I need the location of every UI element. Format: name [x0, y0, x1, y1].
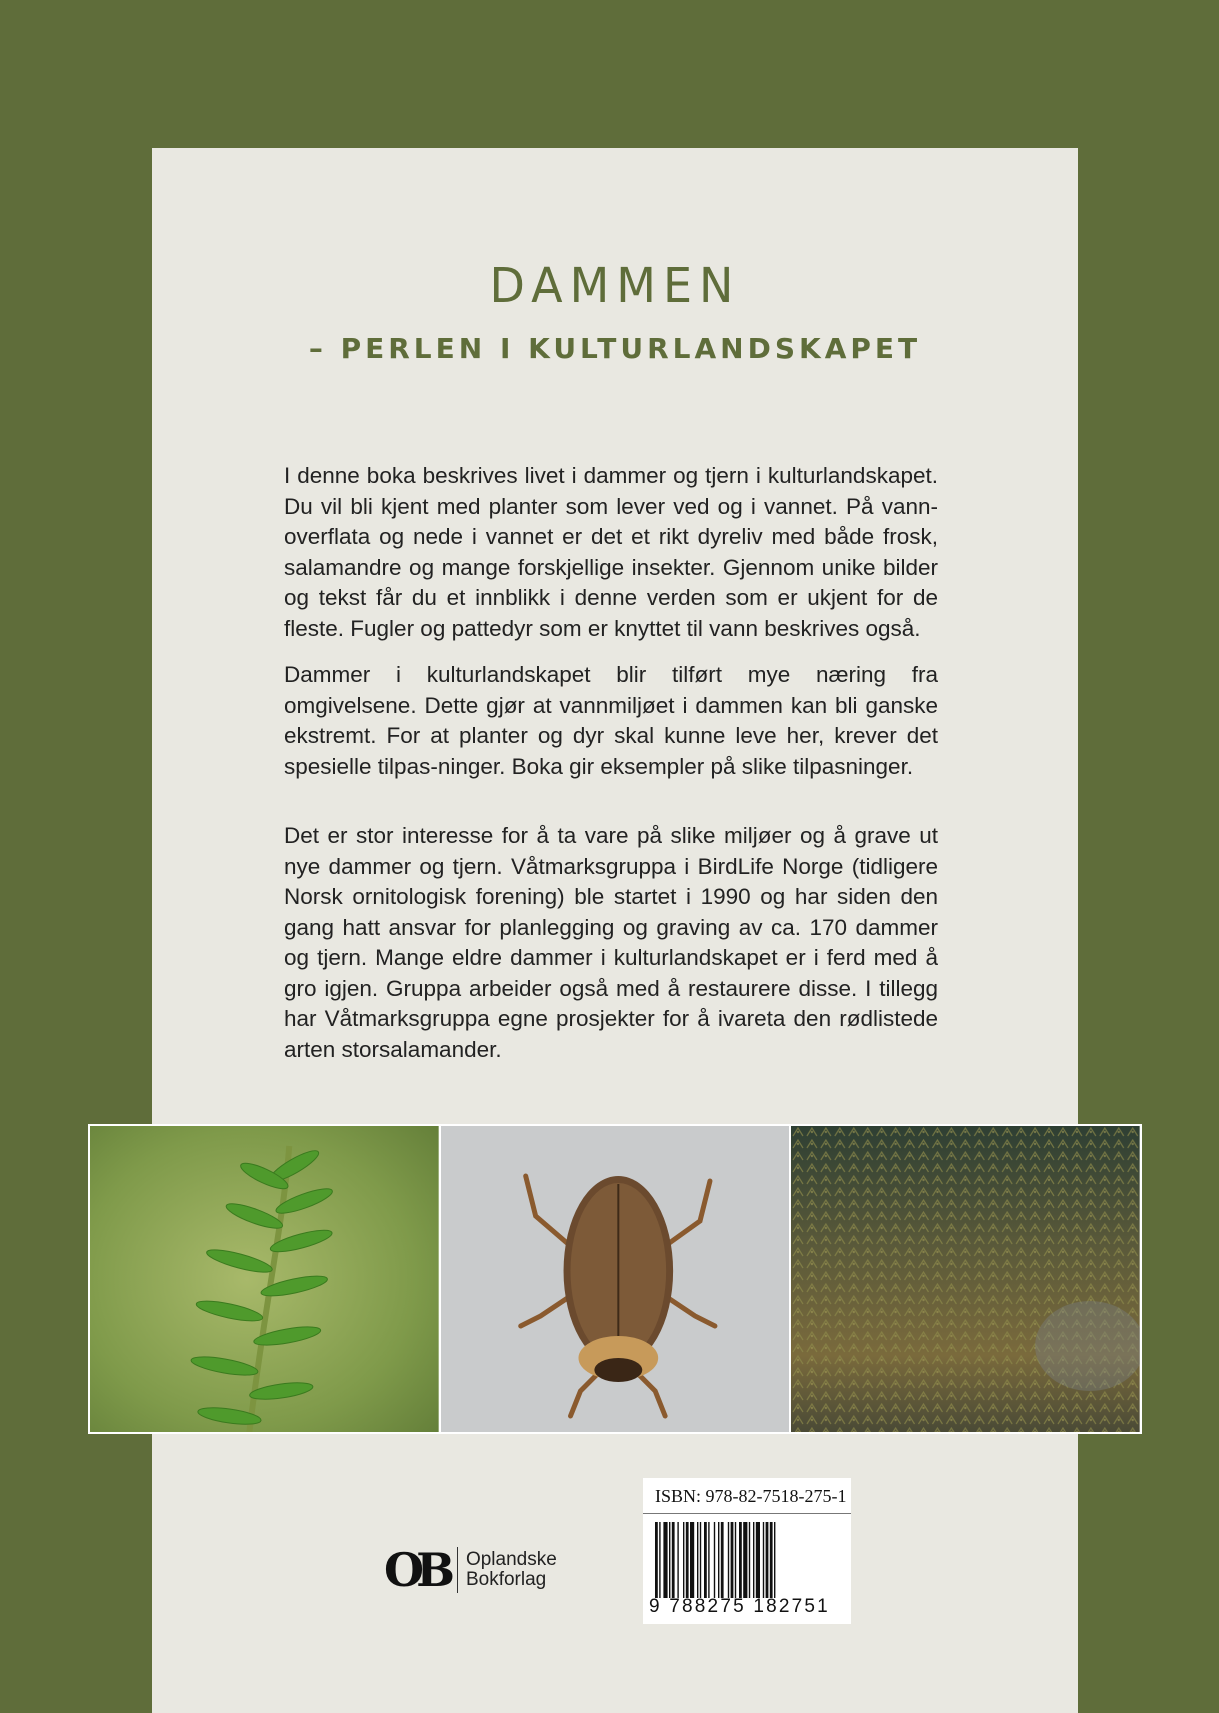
- book-subtitle: – PERLEN I KULTURLANDSKAPET: [308, 332, 922, 365]
- logo-divider: [457, 1547, 458, 1593]
- barcode-digits: 9 788275 182751: [649, 1596, 830, 1617]
- photo-aquatic-plant: [90, 1126, 439, 1432]
- isbn-box: [643, 1478, 851, 1624]
- publisher-name-line-2: Bokforlag: [465, 1569, 547, 1590]
- description-paragraph-2: Dammer i kulturlandskapet blir tilført mye næring fra omgivelsene. Dette gjør at vannmiljøet i dammen kan bli ganske ekstremt. For at planter og dyr skal kunne leve her, krever det spesielle tilpas-ninger. Boka gir eksempler på slike tilpasninger.: [284, 662, 938, 779]
- publisher-logo: [384, 1543, 557, 1597]
- isbn-rule: [643, 1513, 851, 1514]
- photo-diving-beetle: [441, 1126, 790, 1432]
- description-paragraph-3: Det er stor interesse for å ta vare på slike miljøer og å grave ut nye dammer og tjern. Våtmarksgruppa i BirdLife Norge (tidligere Norsk ornitologisk forening) ble startet i 1990 og har siden den gang hatt ansvar for planlegging og graving av ca. 170 dammer og tjern. Mange eldre dammer i kulturlandskapet er i ferd med å gro igjen. Gruppa arbeider også med å restaurere disse. I tillegg har Våtmarksgruppa egne prosjekter for å ivareta den rødlistede arten storsalamander.: [284, 823, 938, 1062]
- description-paragraph-1: I denne boka beskrives livet i dammer og tjern i kulturlandskapet. Du vil bli kjent med planter som lever ved og i vannet. På vann-overflata og nede i vannet er det et rikt dyreliv med både frosk, salamandre og mange forskjellige insekter. Gjennom unike bilder og tekst får du et innblikk i denne verden som er ukjent for de fleste. Fugler og pattedyr som er knyttet til vann beskrives også.: [284, 463, 938, 641]
- isbn-label: ISBN: 978-82-7518-275-1: [655, 1486, 847, 1506]
- publisher-mark: OB: [384, 1543, 447, 1597]
- photo-underwater-vegetation: [791, 1126, 1140, 1432]
- publisher-name: [466, 1550, 557, 1590]
- photo-strip: [88, 1124, 1142, 1434]
- publisher-name-line-1: Oplandske: [465, 1549, 557, 1570]
- book-title: DAMMEN: [489, 256, 741, 314]
- barcode-icon: [653, 1522, 841, 1598]
